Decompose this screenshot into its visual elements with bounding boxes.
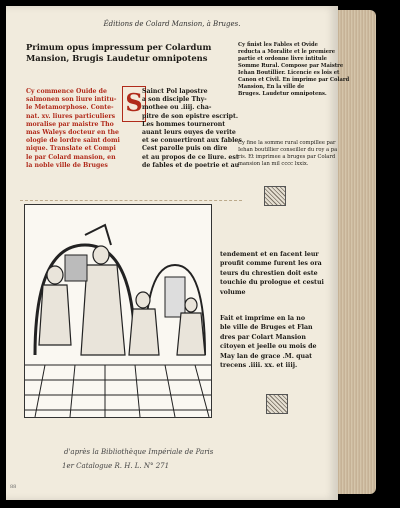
illuminated-initial: S (122, 86, 146, 122)
mid-line: auant leurs ouyes de verite (142, 129, 236, 137)
note-line: Cy finist les Fables et Ovide (238, 42, 318, 48)
colophon-note-1 (238, 42, 349, 98)
mid-line: a son disciple Thy- (142, 96, 207, 104)
text-line: touchie du prologue et cestui (220, 279, 324, 287)
book-page (6, 6, 350, 500)
title-block (26, 42, 211, 64)
red-line: la noble ville de Bruges (26, 161, 108, 169)
red-line: salmonen son liure intitu- (26, 96, 117, 104)
text-line: proufit comme furent les ora (220, 260, 322, 268)
mid-line: et se conuertiront aux fables (142, 137, 242, 145)
mid-line: Sainct Pol lapostre (142, 88, 208, 95)
mid-line: de fables et de poetrie et au (142, 161, 240, 169)
red-line: moralise par maistre Tho (26, 120, 114, 128)
woodcut-scene-icon (25, 205, 211, 417)
divider (20, 200, 242, 202)
text-line: dres par Colart Mansion (220, 333, 306, 341)
lower-right-text-2 (220, 314, 317, 370)
printer-mark-icon (264, 186, 286, 206)
note-line: Bruges. Laudetur omnipotens. (238, 91, 327, 97)
lower-right-text-1 (220, 250, 324, 297)
middle-column (142, 88, 242, 170)
note-line: partie et ordonne livre intitule (238, 56, 327, 62)
woodcut-illustration (24, 204, 212, 418)
text-line: trecens .iiii. xx. et iiij. (220, 362, 298, 370)
title-line-2: Mansion, Brugis Laudetur omnipotens (26, 53, 208, 63)
text-line: ble ville de Bruges et Flan (220, 324, 313, 332)
mid-line: mothee ou .iiij. cha- (142, 104, 212, 112)
footer-line-2: 1er Catalogue R. H. L. N° 271 (62, 462, 170, 470)
mid-line: et au propos de ce liure. est (142, 153, 239, 161)
red-line: ologie de lordre saint domi (26, 137, 120, 145)
note-line: Somme Rural. Compose par Maistre (238, 63, 344, 69)
mid-line: pitre de son epistre escript. (142, 112, 239, 120)
red-column (26, 88, 120, 170)
note-line: Mansion, En la ville de (238, 84, 305, 90)
footer-line-1: d'après la Bibliothèque Impériale de Paris (64, 448, 214, 456)
printer-mark-icon (266, 394, 288, 414)
red-line: nat. xv. liures particuliers (26, 112, 116, 120)
note-line: Iehan boutillier conseiller du roy a pa (238, 147, 338, 153)
red-line: mas Waleys docteur en the (26, 129, 119, 137)
note-line: reducta a Moralite et le premiere (238, 49, 336, 55)
red-line: le Metamorphose. Conte- (26, 104, 114, 112)
mid-line: Cest parolle puis on dire (142, 145, 228, 153)
page-number: 88 (10, 484, 17, 490)
colophon-note-2 (238, 140, 337, 168)
note-line: Cy fine la somme rural compillee par (238, 140, 336, 146)
note-line: mansion lan mil cccc lxxix. (238, 161, 309, 167)
red-line: le par Colard mansion, en (26, 153, 116, 161)
text-line: May lan de grace .M. quat (220, 352, 313, 360)
note-line: Iehan Boutillier. Licencie es lois et (238, 70, 340, 76)
red-line: Cy commence Ouide de (26, 88, 107, 95)
text-line: tendement et en facent leur (220, 251, 319, 258)
running-header: Éditions de Colard Mansion, à Bruges. (103, 20, 241, 28)
text-line: citoyen et jeelle ou mois de (220, 343, 317, 351)
text-line: teurs du chrestien doit este (220, 269, 318, 277)
red-line: nique. Translate et Compi (26, 145, 116, 153)
note-line: ris. Et imprimee a bruges par Colard (238, 154, 336, 160)
note-line: Canon et Civil. En imprime par Colard (238, 77, 350, 83)
text-line: volume (220, 288, 246, 296)
title-line-1: Primum opus impressum per Colardum (26, 42, 212, 52)
text-line: Fait et imprime en la no (220, 315, 306, 322)
mid-line: Les hommes tourneront (142, 120, 226, 128)
